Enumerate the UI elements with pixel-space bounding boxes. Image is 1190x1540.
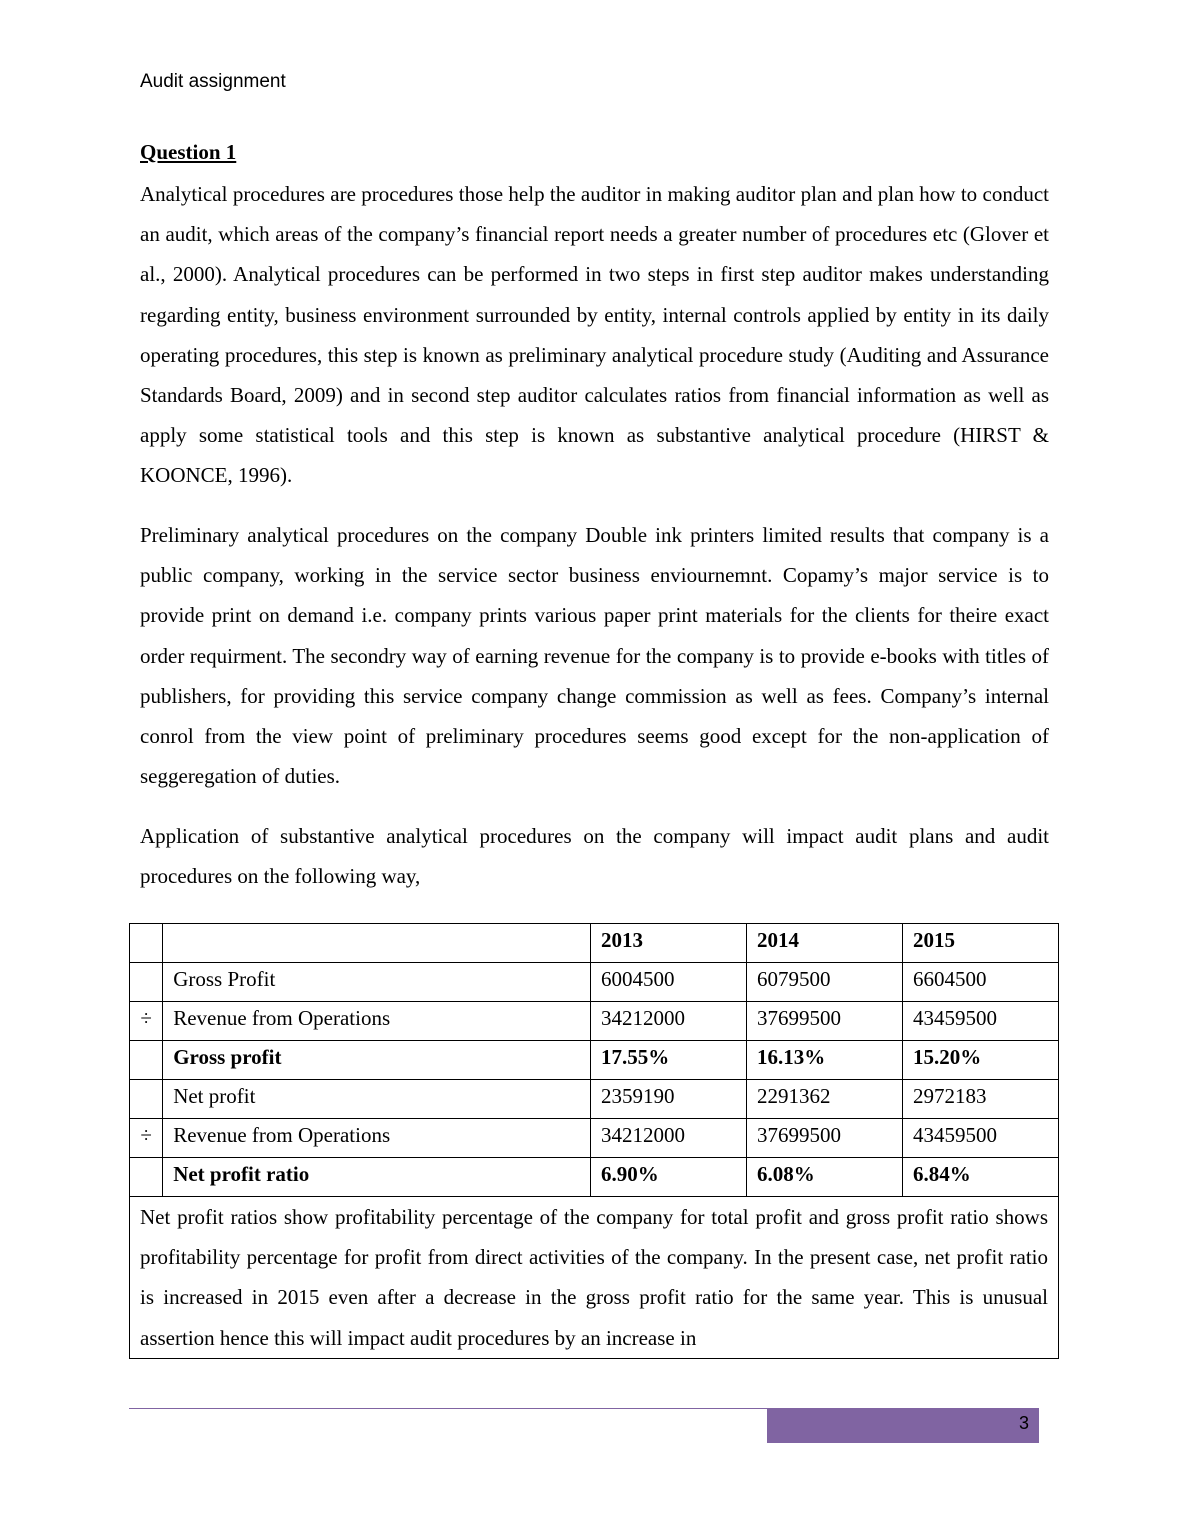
table-row-gross-profit-ratio: [130, 1041, 1059, 1080]
value-cell: 6.84%: [902, 1158, 1058, 1197]
table-note-row: [130, 1197, 1059, 1359]
operator-cell: [130, 1158, 163, 1197]
table-row-net-profit-ratio: [130, 1158, 1059, 1197]
value-cell: 2291362: [746, 1080, 902, 1119]
value-cell: 37699500: [746, 1002, 902, 1041]
paragraph-analytical-procedures: Analytical procedures are procedures those help the auditor in making auditor plan and plan how to conduct an audit, which areas of the company’s financial report needs a greater number of procedures etc (Glover et al., 2000). Analytical procedures can be performed in two steps in first step auditor makes understanding regarding entity, business environment surrounded by entity, internal controls applied by entity in its daily operating procedures, this step is known as preliminary analytical procedure study (Auditing and Assurance Standards Board, 2009) and in second step auditor calculates ratios from financial information as well as apply some statistical tools and this step is known as substantive analytical procedure (HIRST & KOONCE, 1996).: [140, 182, 1049, 488]
value-cell: 37699500: [746, 1119, 902, 1158]
value-cell: 17.55%: [590, 1041, 746, 1080]
table-header-2015: 2015: [902, 924, 1058, 963]
value-cell: 43459500: [902, 1119, 1058, 1158]
table-header-2013: 2013: [590, 924, 746, 963]
operator-cell: [130, 1080, 163, 1119]
table-row: [130, 1002, 1059, 1041]
table-note: Net profit ratios show profitability percentage of the company for total profit and gross profit ratio shows profitability percentage for profit from direct activities of the company. In the present case, net profit ratio is increased in 2015 even after a decrease in the gross profit ratio for the same year. This is unusual assertion hence this will impact audit procedures by an increase in: [130, 1197, 1059, 1359]
value-cell: 43459500: [902, 1002, 1058, 1041]
table-header-cell: [163, 924, 591, 963]
value-cell: 6079500: [746, 963, 902, 1002]
operator-cell: [130, 1041, 163, 1080]
row-label: Gross Profit: [163, 963, 591, 1002]
table-row: [130, 1119, 1059, 1158]
value-cell: 2359190: [590, 1080, 746, 1119]
divide-operator: ÷: [130, 1002, 163, 1041]
footer-page-box: [767, 1409, 1039, 1443]
paragraph-preliminary-procedures: Preliminary analytical procedures on the company Double ink printers limited results that company is a public company, working in the service sector business enviournemnt. Copamy’s major service is to provide print on demand i.e. company prints various paper print materials for the clients for theire exact order requirment. The secondry way of earning revenue for the company is to provide e-books with titles of publishers, for providing this service company change commission as well as fees. Company’s internal conrol from the view point of preliminary procedures seems good except for the non-application of seggeregation of duties.: [140, 523, 1049, 789]
row-label: Net profit ratio: [163, 1158, 591, 1197]
value-cell: 34212000: [590, 1002, 746, 1041]
table-header-row: [130, 924, 1059, 963]
question-heading: Question 1: [140, 140, 237, 164]
value-cell: 15.20%: [902, 1041, 1058, 1080]
value-cell: 6.90%: [590, 1158, 746, 1197]
table-header-cell: [130, 924, 163, 963]
value-cell: 6604500: [902, 963, 1058, 1002]
table-row: [130, 963, 1059, 1002]
row-label: Net profit: [163, 1080, 591, 1119]
value-cell: 6.08%: [746, 1158, 902, 1197]
row-label: Revenue from Operations: [163, 1002, 591, 1041]
row-label: Revenue from Operations: [163, 1119, 591, 1158]
value-cell: 2972183: [902, 1080, 1058, 1119]
page-number: 3: [1018, 1413, 1029, 1433]
table-row: [130, 1080, 1059, 1119]
running-header: Audit assignment: [140, 71, 286, 92]
value-cell: 34212000: [590, 1119, 746, 1158]
divide-operator: ÷: [130, 1119, 163, 1158]
row-label: Gross profit: [163, 1041, 591, 1080]
value-cell: 6004500: [590, 963, 746, 1002]
paragraph-substantive-procedures: Application of substantive analytical procedures on the company will impact audit plans and audit procedures on the following way,: [140, 824, 1049, 889]
ratio-table: [129, 923, 1059, 1359]
table-header-2014: 2014: [746, 924, 902, 963]
value-cell: 16.13%: [746, 1041, 902, 1080]
operator-cell: [130, 963, 163, 1002]
